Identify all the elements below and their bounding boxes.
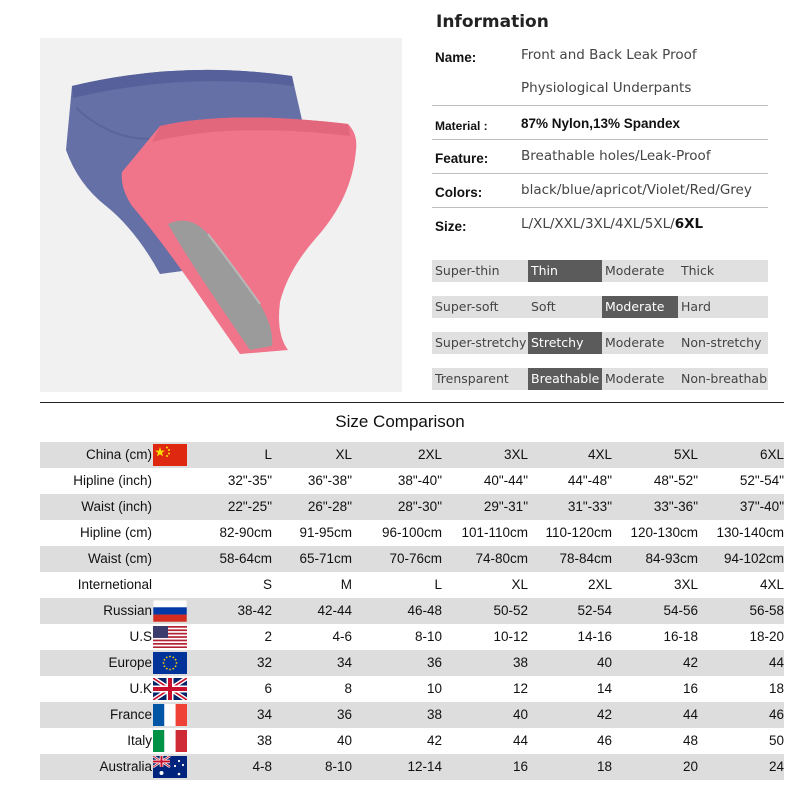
product-photo <box>40 38 402 392</box>
table-cell: 6 <box>264 681 272 696</box>
table-cell: XL <box>335 447 352 462</box>
table-cell: 34 <box>256 707 272 722</box>
table-cell: 40"-44" <box>483 473 528 488</box>
feature-option: Stretchy <box>528 332 602 354</box>
table-cell: XL <box>511 577 528 592</box>
table-cell: 50 <box>768 733 784 748</box>
table-row <box>40 494 784 520</box>
feature-row <box>432 368 768 390</box>
row-label: Europe <box>108 655 152 670</box>
table-cell: 120-130cm <box>630 525 698 540</box>
table-cell: 38 <box>512 655 528 670</box>
feature-row <box>432 260 768 282</box>
table-cell: L <box>434 577 442 592</box>
table-cell: 38-42 <box>237 603 272 618</box>
feature-option: Thick <box>681 263 715 278</box>
table-row <box>40 754 784 780</box>
colors-value: black/blue/apricot/Violet/Red/Grey <box>521 182 752 198</box>
feature-option: Thin <box>528 260 602 282</box>
row-label: Australia <box>99 759 152 774</box>
table-cell: 32 <box>256 655 272 670</box>
table-cell: 84-93cm <box>645 551 698 566</box>
table-cell: 96-100cm <box>381 525 442 540</box>
table-cell: 42 <box>682 655 698 670</box>
table-row <box>40 520 784 546</box>
china-flag-icon <box>153 444 187 466</box>
info-row-size <box>432 208 768 242</box>
info-row-feature <box>432 140 768 174</box>
table-cell: 24 <box>768 759 784 774</box>
table-cell: 16-18 <box>663 629 698 644</box>
material-label: Material : <box>435 119 488 133</box>
info-row-material <box>432 106 768 140</box>
table-row <box>40 572 784 598</box>
table-cell: 70-76cm <box>389 551 442 566</box>
row-label: Internetional <box>77 577 152 592</box>
feature-label: Feature: <box>435 151 489 166</box>
info-row-name <box>432 38 768 106</box>
table-cell: 36"-38" <box>307 473 352 488</box>
table-cell: M <box>340 577 352 592</box>
table-cell: 40 <box>336 733 352 748</box>
table-cell: 82-90cm <box>219 525 272 540</box>
table-cell: 5XL <box>673 447 698 462</box>
table-cell: 38 <box>256 733 272 748</box>
table-cell: 42 <box>596 707 612 722</box>
table-cell: 46 <box>768 707 784 722</box>
table-cell: 78-84cm <box>559 551 612 566</box>
table-cell: 56-58 <box>749 603 784 618</box>
size-value-max: 6XL <box>674 216 704 232</box>
table-cell: 130-140cm <box>716 525 784 540</box>
feature-value: Breathable holes/Leak-Proof <box>521 148 711 164</box>
size-value <box>521 216 703 232</box>
feature-option: Non-breathab <box>681 371 767 386</box>
table-cell: 37"-40" <box>739 499 784 514</box>
table-cell: 52-54 <box>577 603 612 618</box>
table-cell: 6XL <box>759 447 784 462</box>
table-cell: 91-95cm <box>299 525 352 540</box>
table-cell: 48 <box>682 733 698 748</box>
feature-option: Moderate <box>605 335 665 350</box>
table-row <box>40 442 784 468</box>
feature-row <box>432 296 768 318</box>
row-label: France <box>109 707 152 722</box>
table-cell: 48"-52" <box>653 473 698 488</box>
table-cell: 4-8 <box>252 759 272 774</box>
feature-option: Breathable <box>528 368 602 390</box>
table-cell: 14-16 <box>577 629 612 644</box>
table-row <box>40 624 784 650</box>
table-cell: 74-80cm <box>475 551 528 566</box>
table-cell: 40 <box>512 707 528 722</box>
table-cell: 8-10 <box>324 759 352 774</box>
table-row <box>40 468 784 494</box>
feature-label: Super-stretchy <box>435 335 527 350</box>
size-label: Size: <box>435 219 467 234</box>
table-cell: 44 <box>682 707 698 722</box>
table-row <box>40 546 784 572</box>
table-cell: 4XL <box>759 577 784 592</box>
feature-option: Soft <box>531 299 556 314</box>
row-label: China (cm) <box>85 447 152 462</box>
table-cell: 101-110cm <box>461 525 528 540</box>
table-cell: 16 <box>512 759 528 774</box>
feature-label: Super-thin <box>435 263 500 278</box>
table-cell: 29"-31" <box>483 499 528 514</box>
table-cell: 33"-36" <box>653 499 698 514</box>
feature-label: Super-soft <box>435 299 499 314</box>
table-row <box>40 598 784 624</box>
italy-flag-icon <box>153 730 187 752</box>
table-cell: 12 <box>512 681 528 696</box>
table-cell: 28"-30" <box>397 499 442 514</box>
feature-row <box>432 332 768 354</box>
table-cell: 65-71cm <box>299 551 352 566</box>
name-value-line2: Physiological Underpants <box>521 80 692 96</box>
table-cell: 42-44 <box>317 603 352 618</box>
table-cell: 50-52 <box>493 603 528 618</box>
briefs-illustration <box>40 38 402 392</box>
row-label: Russian <box>103 603 152 618</box>
row-label: U.K <box>129 681 152 696</box>
info-title: Information <box>436 12 549 32</box>
table-cell: 110-120cm <box>545 525 612 540</box>
table-cell: 40 <box>596 655 612 670</box>
table-cell: 2 <box>264 629 272 644</box>
table-cell: 44"-48" <box>567 473 612 488</box>
table-cell: 42 <box>426 733 442 748</box>
table-cell: 44 <box>768 655 784 670</box>
table-cell: 18-20 <box>749 629 784 644</box>
table-cell: 52"-54" <box>739 473 784 488</box>
table-row <box>40 728 784 754</box>
feature-option: Moderate <box>605 263 665 278</box>
table-cell: 10 <box>426 681 442 696</box>
table-cell: 46-48 <box>407 603 442 618</box>
table-cell: 46 <box>596 733 612 748</box>
feature-option: Hard <box>681 299 711 314</box>
table-cell: 18 <box>768 681 784 696</box>
table-cell: 31"-33" <box>567 499 612 514</box>
russia-flag-icon <box>153 600 187 622</box>
table-cell: 16 <box>682 681 698 696</box>
row-label: Waist (cm) <box>88 551 152 566</box>
australia-flag-icon <box>153 756 187 778</box>
material-value: 87% Nylon,13% Spandex <box>521 116 681 131</box>
name-value-line1: Front and Back Leak Proof <box>521 47 697 63</box>
table-cell: 3XL <box>673 577 698 592</box>
table-cell: 10-12 <box>493 629 528 644</box>
colors-label: Colors: <box>435 185 483 200</box>
table-cell: 32"-35" <box>227 473 272 488</box>
table-cell: 38 <box>426 707 442 722</box>
uk-flag-icon <box>153 678 187 700</box>
info-row-colors <box>432 174 768 208</box>
table-cell: 26"-28" <box>307 499 352 514</box>
table-row <box>40 676 784 702</box>
table-cell: 44 <box>512 733 528 748</box>
table-cell: 94-102cm <box>723 551 784 566</box>
name-label: Name: <box>435 50 477 65</box>
feature-option: Non-stretchy <box>681 335 762 350</box>
table-cell: 38"-40" <box>397 473 442 488</box>
size-value-list: L/XL/XXL/3XL/4XL/5XL/ <box>521 216 675 232</box>
table-cell: 54-56 <box>663 603 698 618</box>
table-cell: 18 <box>596 759 612 774</box>
table-cell: 36 <box>336 707 352 722</box>
feature-option: Moderate <box>605 371 665 386</box>
row-label: Hipline (inch) <box>73 473 152 488</box>
table-cell: 8 <box>344 681 352 696</box>
table-cell: 4-6 <box>332 629 352 644</box>
row-label: Hipline (cm) <box>79 525 152 540</box>
table-cell: 2XL <box>587 577 612 592</box>
row-label: Italy <box>127 733 152 748</box>
france-flag-icon <box>153 704 187 726</box>
table-cell: 22"-25" <box>227 499 272 514</box>
table-cell: 8-10 <box>414 629 442 644</box>
table-cell: 12-14 <box>407 759 442 774</box>
row-label: Waist (inch) <box>81 499 152 514</box>
table-row <box>40 650 784 676</box>
section-divider <box>40 402 784 403</box>
row-label: U.S <box>129 629 152 644</box>
table-cell: 2XL <box>417 447 442 462</box>
size-table-title: Size Comparison <box>335 412 465 431</box>
table-cell: 14 <box>596 681 612 696</box>
table-cell: L <box>264 447 272 462</box>
table-cell: 36 <box>426 655 442 670</box>
table-cell: 4XL <box>587 447 612 462</box>
usa-flag-icon <box>153 626 187 648</box>
table-cell: 20 <box>682 759 698 774</box>
feature-option: Moderate <box>602 296 678 318</box>
table-cell: 3XL <box>503 447 528 462</box>
table-cell: S <box>262 577 272 592</box>
eu-flag-icon <box>153 652 187 674</box>
table-row <box>40 702 784 728</box>
feature-label: Trensparent <box>435 371 509 386</box>
table-cell: 34 <box>336 655 352 670</box>
table-cell: 58-64cm <box>219 551 272 566</box>
